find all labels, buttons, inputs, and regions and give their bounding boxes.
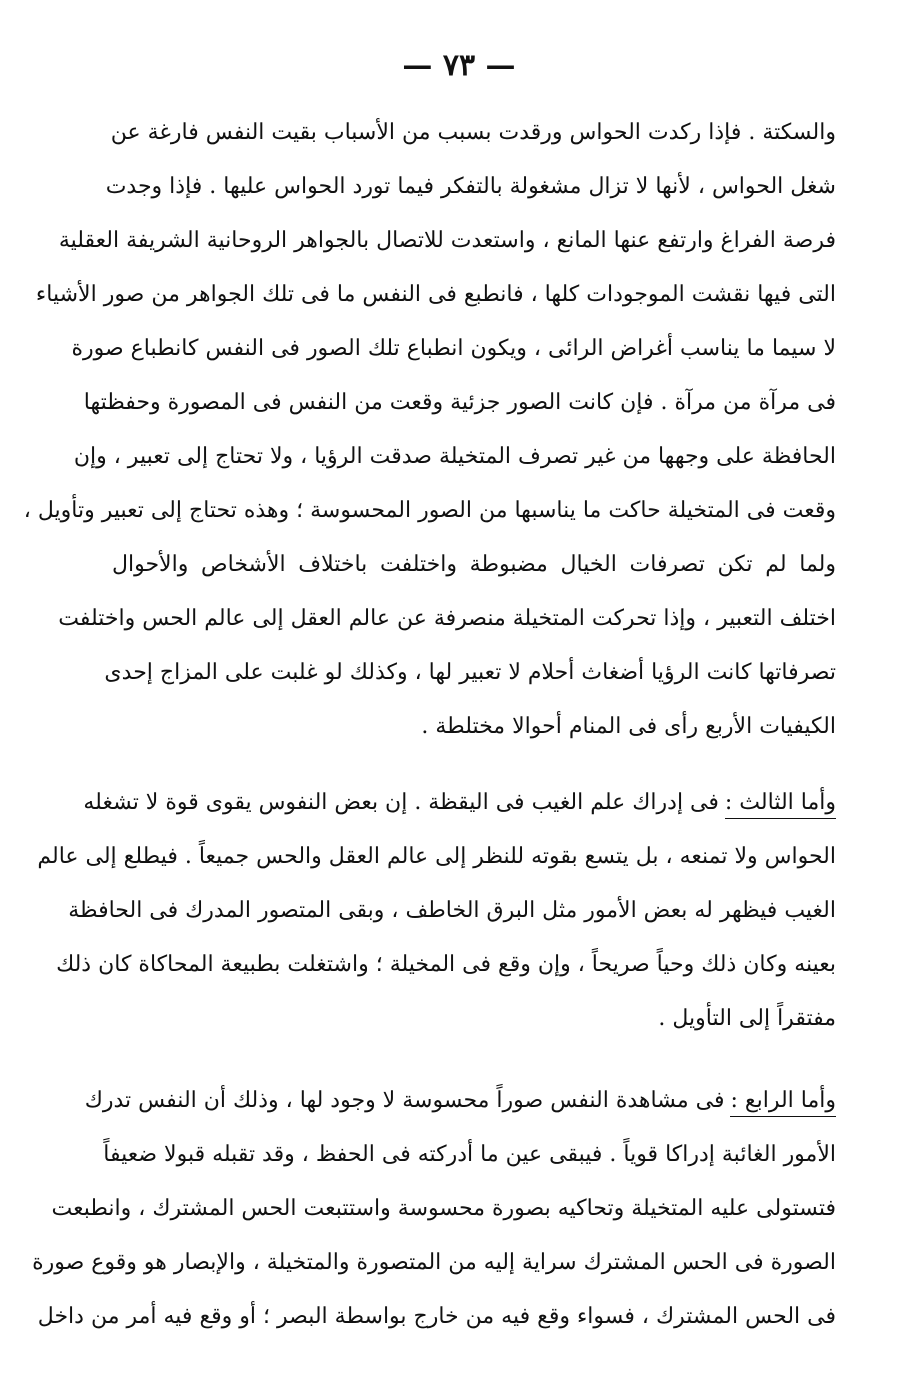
text-line: الحافظة على وجهها من غير تصرف المتخيلة صدقت الرؤيا ، ولا تحتاج إلى تعبير ، وإن bbox=[73, 444, 836, 469]
text-line: فرصة الفراغ وارتفع عنها المانع ، واستعدت للاتصال بالجواهر الروحانية الشريفة العقلية bbox=[58, 228, 836, 253]
text-line: ولما لم تكن تصرفات الخيال مضبوطة واختلفت باختلاف الأشخاص والأحوال bbox=[112, 552, 836, 577]
text-line: اختلف التعبير ، وإذا تحركت المتخيلة منصرفة عن عالم العقل إلى عالم الحس واختلفت bbox=[58, 606, 836, 631]
paragraph-fourth bbox=[32, 1074, 836, 1344]
text-line: لا سيما ما يناسب أغراض الرائى ، ويكون انطباع تلك الصور فى النفس كانطباع صورة bbox=[71, 336, 836, 361]
heading-line-text: فى مشاهدة النفس صوراً محسوسة لا وجود لها ، وذلك أن النفس تدرك bbox=[84, 1088, 725, 1113]
text-line: وقعت فى المتخيلة حاكت ما يناسبها من الصور المحسوسة ؛ وهذه تحتاج إلى تعبير وتأويل ، bbox=[23, 498, 836, 523]
text-line: فتستولى عليه المتخيلة وتحاكيه بصورة محسوسة واستتبعت الحس المشترك ، وانطبعت bbox=[51, 1196, 836, 1221]
text-line: التى فيها نقشت الموجودات كلها ، فانطبع فى النفس ما فى تلك الجواهر من صور الأشياء bbox=[35, 282, 836, 307]
text-line bbox=[84, 1074, 836, 1128]
text-line: الغيب فيظهر له بعض الأمور مثل البرق الخاطف ، وبقى المتصور المدرك فى الحافظة bbox=[68, 898, 836, 923]
text-line: الصورة فى الحس المشترك سراية إليه من المتصورة والمتخيلة ، والإبصار هو وقوع صورة bbox=[32, 1250, 836, 1275]
text-line: والسكتة . فإذا ركدت الحواس ورقدت بسبب من الأسباب بقيت النفس فارغة عن bbox=[110, 120, 836, 145]
text-line bbox=[83, 776, 836, 830]
paragraph-third bbox=[37, 776, 836, 1046]
heading-line-text: فى إدراك علم الغيب فى اليقظة . إن بعض النفوس يقوى قوة لا تشغله bbox=[83, 790, 719, 815]
text-line: الأمور الغائبة إدراكا قوياً . فيبقى عين ما أدركته فى الحفظ ، وقد تقبله قبولا ضعيفاً bbox=[103, 1142, 836, 1167]
text-line: فى مرآة من مرآة . فإن كانت الصور جزئية وقعت من النفس فى المصورة وحفظتها bbox=[83, 390, 836, 415]
section-heading-third: وأما الثالث : bbox=[725, 788, 836, 819]
page-number: — ٧٣ — bbox=[402, 48, 516, 83]
paragraph-dreams bbox=[23, 106, 836, 754]
text-line: تصرفاتها كانت الرؤيا أضغاث أحلام لا تعبير لها ، وكذلك لو غلبت على المزاج إحدى bbox=[104, 660, 836, 685]
text-line: فى الحس المشترك ، فسواء وقع فيه من خارج بواسطة البصر ؛ أو وقع فيه أمر من داخل bbox=[37, 1304, 836, 1329]
text-line: الكيفيات الأربع رأى فى المنام أحوالا مختلطة . bbox=[421, 714, 836, 739]
section-heading-fourth: وأما الرابع : bbox=[730, 1086, 836, 1117]
text-line: مفتقراً إلى التأويل . bbox=[658, 1006, 836, 1031]
text-line: الحواس ولا تمنعه ، بل يتسع بقوته للنظر إلى عالم العقل والحس جميعاً . فيطلع إلى عالم bbox=[37, 844, 836, 869]
text-line: بعينه وكان ذلك وحياً صريحاً ، وإن وقع فى المخيلة ؛ واشتغلت بطبيعة المحاكاة كان ذلك bbox=[56, 952, 836, 977]
text-line: شغل الحواس ، لأنها لا تزال مشغولة بالتفكر فيما تورد الحواس عليها . فإذا وجدت bbox=[105, 174, 836, 199]
